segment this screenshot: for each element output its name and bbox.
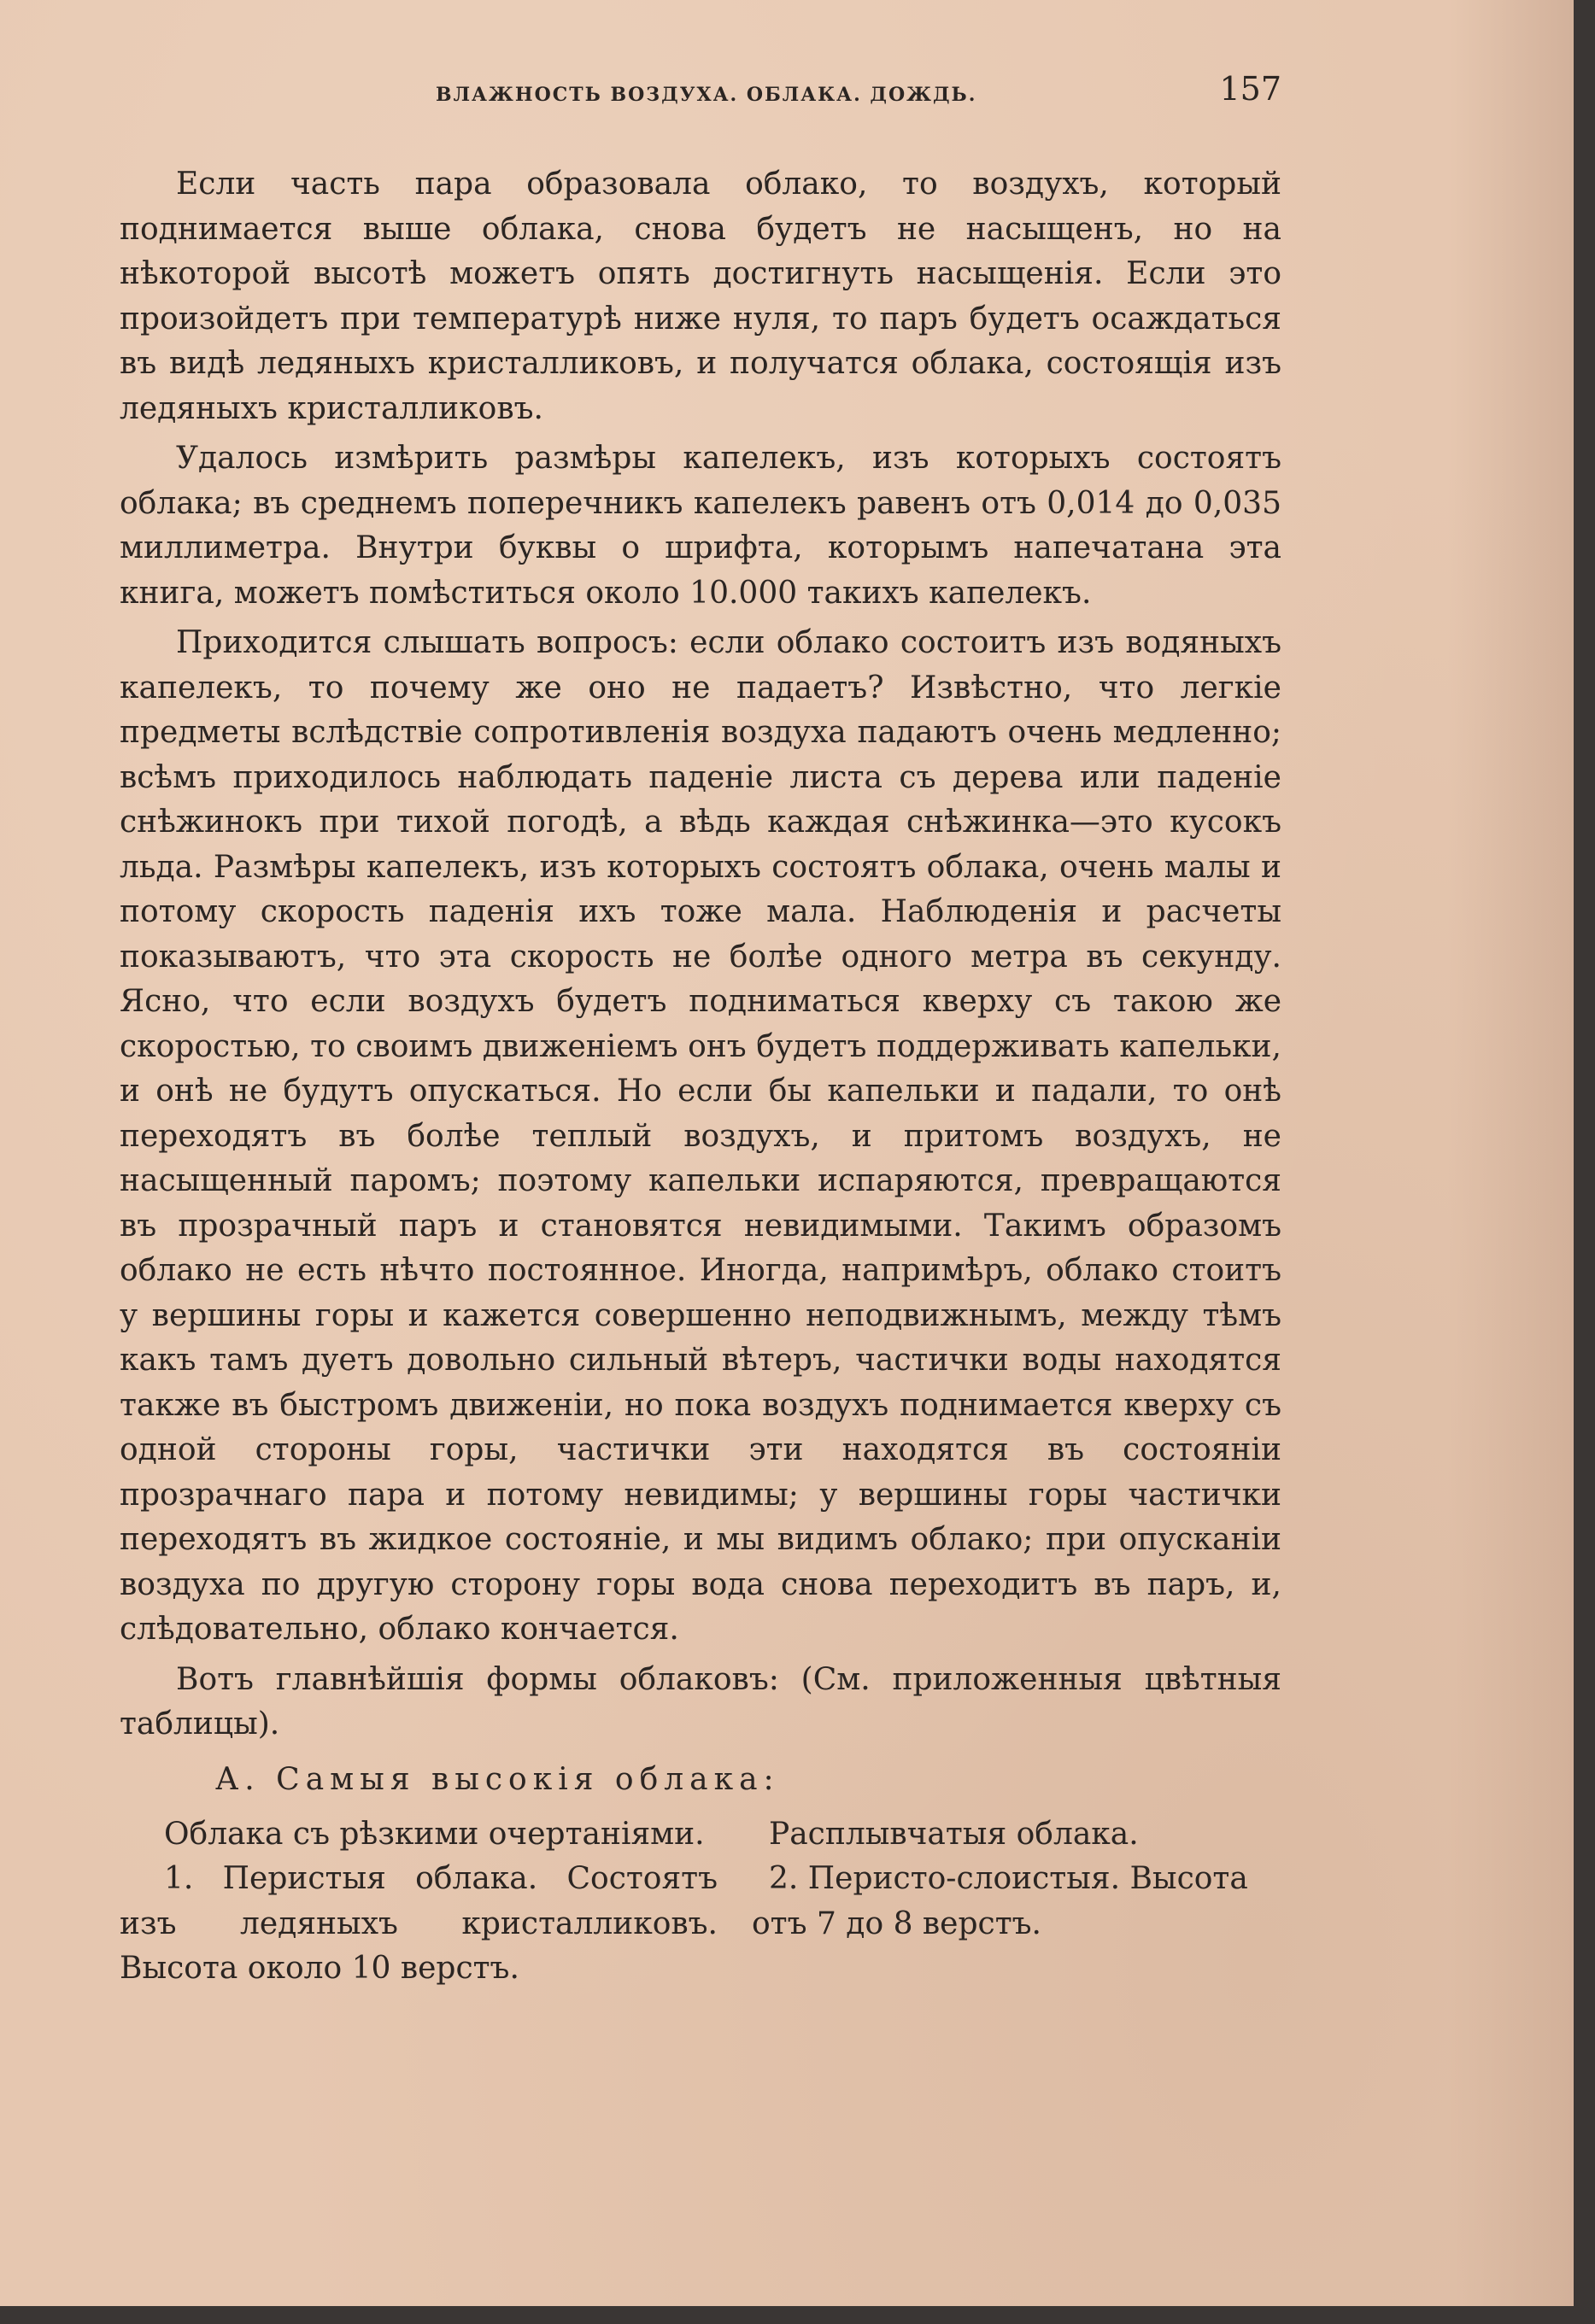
column-text-right: 2. Перисто-слоистыя. Высота отъ 7 до 8 верстъ. [752,1861,1248,1941]
column-heading-right: Расплывчатыя облака. [769,1816,1139,1852]
column-heading-left: Облака съ рѣзкими очертаніями. [164,1816,705,1852]
section-heading: А. Самыя высокія облака: [215,1761,780,1797]
running-head [120,68,1281,120]
column-sharp-outlines [120,1812,718,1992]
paragraph-droplet-size: Удалось измѣрить размѣры капелекъ, изъ которыхъ состоятъ облака; въ среднемъ поперечникъ капелекъ равенъ отъ 0,014 до 0,035 миллиметра. Внутри буквы о шрифта, которымъ напечатана эта книга, можетъ помѣститься около 10.000 такихъ капелекъ. [120,441,1281,611]
page-number: 157 [1219,70,1281,108]
paragraph-why-clouds-float: Приходится слышать вопросъ: если облако состоитъ изъ водяныхъ капелекъ, то почему же оно не падаетъ? Извѣстно, что легкіе предметы вслѣдствіе сопротивленія воздуха падаютъ очень медленно; всѣмъ приходилось наблюдать паденіе листа съ дерева или паденіе снѣжинокъ при тихой погодѣ, а вѣдь каждая снѣжинка—это кусокъ льда. Размѣры капелекъ, изъ которыхъ состоятъ облака, очень малы и потому скорость паденія ихъ тоже мала. Наблюденія и расчеты показываютъ, что эта скорость не болѣе одного метра въ секунду. Ясно, что если воздухъ будетъ подниматься кверху съ такою же скоростью, то своимъ движеніемъ онъ будетъ поддерживать капельки, и онѣ не будутъ опускаться. Но если бы капельки и падали, то онѣ переходятъ въ болѣе теплый воздухъ, и притомъ воздухъ, не насыщенный паромъ; поэтому капельки испаряются, превращаются въ прозрачный паръ и становятся невидимыми. Такимъ образомъ облако не есть нѣчто постоянное. Иногда, напримѣръ, облако стоитъ у вершины горы и кажется совершенно неподвижнымъ, между тѣмъ какъ тамъ дуетъ довольно сильный вѣтеръ, частички воды находятся также въ быстромъ движеніи, но пока воздухъ поднимается кверху съ одной стороны горы, частички эти находятся въ состояніи прозрачнаго пара и потому невидимы; у вершины горы частички переходятъ въ жидкое состояніе, и мы видимъ облако; при опусканіи воздуха по другую сторону горы вода снова переходитъ въ паръ, и, слѣдовательно, облако кончается. [120,625,1281,1647]
paragraph-saturation: Если часть пара образовала облако, то воздухъ, который поднимается выше облака, снова будетъ не насыщенъ, но на нѣкоторой высотѣ можетъ опять достигнуть насыщенія. Если это произойдетъ при температурѣ ниже нуля, то паръ будетъ осаждаться въ видѣ ледяныхъ кристалликовъ, и получатся облака, состоящія изъ ледяныхъ кристалликовъ. [120,167,1281,426]
cloud-types-columns [120,1812,1281,1992]
page-text-block [120,68,1281,1992]
running-title: ВЛАЖНОСТЬ ВОЗДУХА. ОБЛАКА. ДОЖДЬ. [436,84,977,106]
paragraph-cloud-forms: Вотъ главнѣйшія формы облаковъ: (См. приложенныя цвѣтныя таблицы). [120,1661,1281,1742]
column-text-left: 1. Перистыя облака. Состоятъ изъ ледяныхъ кристалликовъ. Высота около 10 верстъ. [120,1861,718,1986]
column-diffuse [752,1812,1281,1992]
